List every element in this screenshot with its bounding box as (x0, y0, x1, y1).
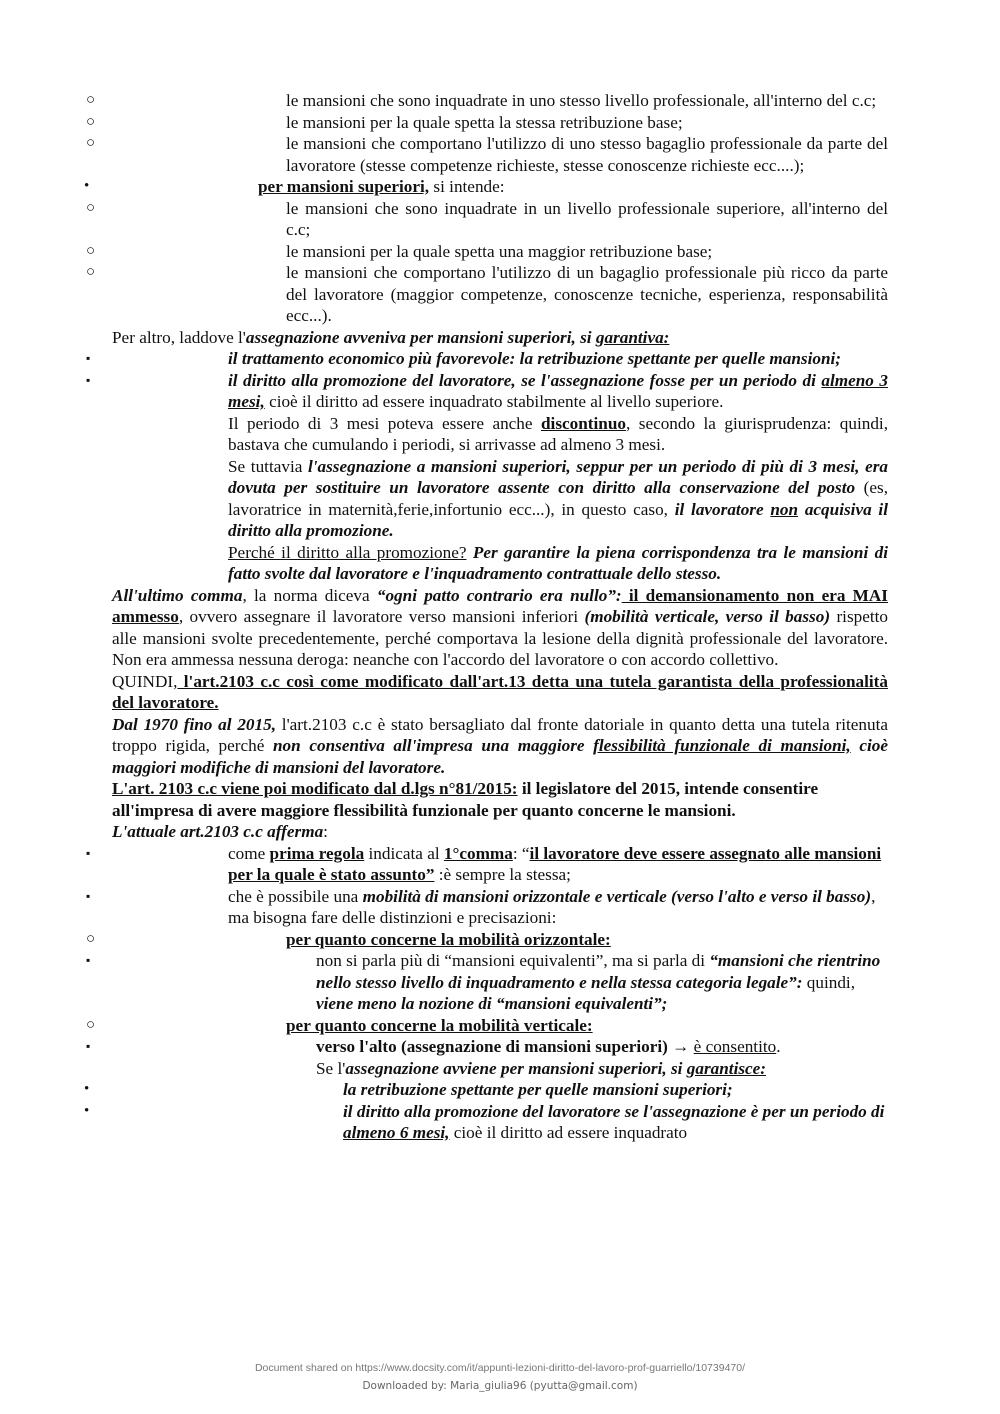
text: Se l' (316, 1058, 346, 1078)
list-item (86, 133, 888, 176)
text: non (770, 499, 799, 519)
text: discontinuo (540, 413, 626, 433)
list-item (86, 950, 888, 1015)
text: garantisce: (686, 1058, 767, 1078)
list-item (86, 241, 888, 263)
bullet-icon: • (84, 178, 90, 194)
paragraph (112, 456, 888, 542)
text: si intende: (429, 177, 505, 196)
text: assegnazione avviene per mansioni superiori, si (345, 1058, 687, 1078)
text: il legislatore del 2015, intende consentire all'impresa di avere maggiore flessibilità funzionale per quanto concerne le mansioni. (112, 779, 819, 820)
text: cioè il diritto ad essere inquadrato (449, 1123, 688, 1142)
list-item (86, 198, 888, 241)
paragraph (112, 714, 888, 779)
text: le mansioni per la quale spetta una maggior retribuzione base; (286, 241, 713, 261)
text: , ovvero assegnare il lavoratore verso mansioni inferiori (178, 607, 585, 626)
text: verso l'alto (assegnazione di mansioni superiori) (316, 1037, 668, 1056)
footer-downloaded-by: Downloaded by: Maria_giulia96 (pyutta@gmail.com) (362, 1380, 638, 1392)
circle-bullet-icon: ○ (86, 199, 96, 216)
list-item (86, 112, 888, 134)
text: il lavoratore deve essere assegnato alle mansioni per la quale è stato assunto” (228, 843, 882, 884)
text: almeno 6 mesi, (343, 1123, 450, 1142)
document-body (84, 90, 888, 1144)
text: flessibilità funzionale di mansioni, (593, 736, 851, 755)
arrow-icon: → (667, 1037, 694, 1056)
text: le mansioni per la quale spetta la stessa retribuzione base; (286, 112, 683, 132)
text: QUINDI, (112, 671, 178, 691)
text: acquisiva il diritto alla promozione. (228, 499, 888, 540)
text: l'assegnazione a mansioni superiori, seppur per un periodo di più di 3 mesi, era dovuta per sostituire un lavoratore assente con diritto alla conservazione del posto (228, 456, 888, 497)
text: il demansionamento non era MAI ammesso (112, 585, 888, 626)
text: non si parla più di “mansioni equivalenti”, ma si parla di (316, 951, 710, 970)
text: assegnazione avveniva per mansioni superiori, si (245, 327, 596, 347)
text: All'ultimo comma (112, 585, 243, 605)
text: per quanto concerne la mobilità orizzontale: (286, 929, 611, 949)
circle-bullet-icon: ○ (86, 264, 96, 280)
text: come (228, 843, 270, 863)
paragraph (112, 1058, 888, 1080)
list-item (86, 886, 888, 929)
square-bullet-icon: ▪ (86, 845, 91, 860)
square-bullet-icon: ▪ (86, 953, 91, 967)
text: per quanto concerne la mobilità verticale: (286, 1015, 593, 1035)
text: cioè maggiori modifiche di mansioni del lavoratore. (112, 736, 888, 777)
text: il diritto alla promozione del lavoratore se l'assegnazione è per un periodo di (343, 1101, 885, 1121)
list-item (84, 1079, 888, 1101)
square-bullet-icon: ▪ (86, 1039, 91, 1053)
text: :è sempre la stessa; (434, 865, 571, 884)
circle-bullet-icon: ○ (86, 930, 96, 947)
text: il trattamento economico più favorevole: la retribuzione spettante per quelle mansioni; (228, 349, 842, 368)
circle-bullet-icon: ○ (86, 242, 96, 259)
list-item (84, 1101, 888, 1144)
text: prima regola (269, 843, 365, 863)
text: garantiva: (595, 327, 670, 347)
text: Il periodo di 3 mesi poteva essere anche (228, 413, 541, 433)
text: mobilità di mansioni orizzontale e verticale (verso l'alto e verso il basso) (362, 886, 872, 906)
text: l'art.2103 c.c così come modificato dall'art.13 detta una tutela garantista della professionalità del lavoratore. (112, 671, 888, 712)
text: le mansioni che sono inquadrate in uno stesso livello professionale, all'interno del c.c; (286, 91, 877, 110)
text: . (776, 1037, 781, 1056)
bullet-icon: • (84, 1102, 90, 1119)
paragraph (112, 671, 888, 714)
text: , secondo la giurisprudenza: quindi, bastava che cumulando i periodi, si arrivasse ad almeno 3 mesi. (228, 413, 888, 454)
text: , ma bisogna fare delle distinzioni e precisazioni: (228, 886, 876, 927)
text: Per altro, laddove l' (112, 327, 246, 347)
text: indicata al (364, 843, 444, 863)
text: “mansioni che rientrino nello stesso livello di inquadramento e nella stessa categoria legale”: (316, 951, 881, 992)
list-item (86, 90, 888, 112)
text: viene meno la nozione di “mansioni equivalenti”; (316, 994, 668, 1013)
list-item (86, 348, 888, 370)
paragraph (112, 821, 888, 843)
list-item (86, 929, 888, 951)
text: il lavoratore (674, 499, 771, 519)
text: le mansioni che sono inquadrate in un livello professionale superiore, all'interno del c.c; (286, 198, 888, 239)
text: (mobilità verticale, verso il basso) (584, 607, 831, 626)
list-item (86, 370, 888, 413)
text: quindi, (802, 972, 856, 992)
text: l'art.2103 c.c è stato bersagliato dal fronte datoriale in quanto detta una tutela ritenuta troppo rigida, perché (112, 714, 888, 755)
list-item (86, 843, 888, 886)
list-item (86, 262, 888, 327)
bullet-icon: • (84, 1081, 90, 1097)
paragraph (112, 413, 888, 456)
paragraph (112, 778, 888, 821)
circle-bullet-icon: ○ (86, 135, 96, 151)
text: è consentito (693, 1037, 777, 1056)
list-item (86, 1036, 888, 1058)
circle-bullet-icon: ○ (86, 1016, 96, 1033)
text: 1°comma (443, 843, 513, 863)
list-item (84, 176, 888, 198)
text: le mansioni che comportano l'utilizzo di un bagaglio professionale più ricco da parte del lavoratore (maggior competenze, conoscenze tecniche, esperienza, responsabilità ecc...). (286, 263, 888, 325)
text: non consentiva all'impresa una maggiore (273, 736, 594, 755)
circle-bullet-icon: ○ (86, 92, 96, 108)
list-item (86, 1015, 888, 1037)
paragraph (112, 585, 888, 671)
text: le mansioni che comportano l'utilizzo di uno stesso bagaglio professionale da parte del lavoratore (stesse competenze richieste, stesse conoscenze richieste ecc....); (286, 134, 888, 175)
text: la retribuzione spettante per quelle mansioni superiori; (343, 1080, 733, 1099)
text: L'art. 2103 c.c viene poi modificato dal d.lgs n°81/2015: (112, 779, 518, 798)
text: (es, lavoratrice in maternità,ferie,infortunio ecc...), in questo caso, (228, 478, 888, 519)
text: rispetto alle mansioni svolte precedentemente, perché comportava la lesione della dignità professionale del lavoratore. Non era ammessa nessuna deroga: neanche con l'accordo del lavoratore o con accordo collettivo. (112, 607, 888, 669)
text: , la norma diceva (242, 585, 377, 605)
square-bullet-icon: ▪ (86, 372, 91, 387)
circle-bullet-icon: ○ (86, 113, 96, 130)
text: Per garantire la piena corrispondenza tra le mansioni di fatto svolte dal lavoratore e l'inquadramento contrattuale dello stesso. (228, 542, 888, 583)
paragraph (112, 327, 888, 349)
footer-shared-link[interactable]: Document shared on https://www.docsity.com/it/appunti-lezioni-diritto-del-lavoro-prof-guarriello/10739470/ (254, 1362, 746, 1374)
text: il diritto alla promozione del lavoratore, se l'assegnazione fosse per un periodo di (228, 370, 822, 390)
square-bullet-icon: ▪ (86, 888, 91, 903)
text: cioè il diritto ad essere inquadrato stabilmente al livello superiore. (264, 392, 724, 411)
text: L'attuale art.2103 c.c afferma (112, 822, 324, 841)
square-bullet-icon: ▪ (86, 351, 91, 365)
text: : “ (512, 843, 530, 863)
paragraph (112, 542, 888, 585)
text: “ogni patto contrario era nullo”: (376, 585, 622, 605)
text: per mansioni superiori, (258, 177, 430, 196)
text: Se tuttavia (228, 456, 308, 476)
text: almeno 3 mesi, (228, 370, 888, 411)
text: che è possibile una (228, 886, 363, 906)
text: : (323, 822, 328, 841)
text: Perché il diritto alla promozione? (228, 542, 467, 562)
text: Dal 1970 fino al 2015, (112, 714, 277, 734)
